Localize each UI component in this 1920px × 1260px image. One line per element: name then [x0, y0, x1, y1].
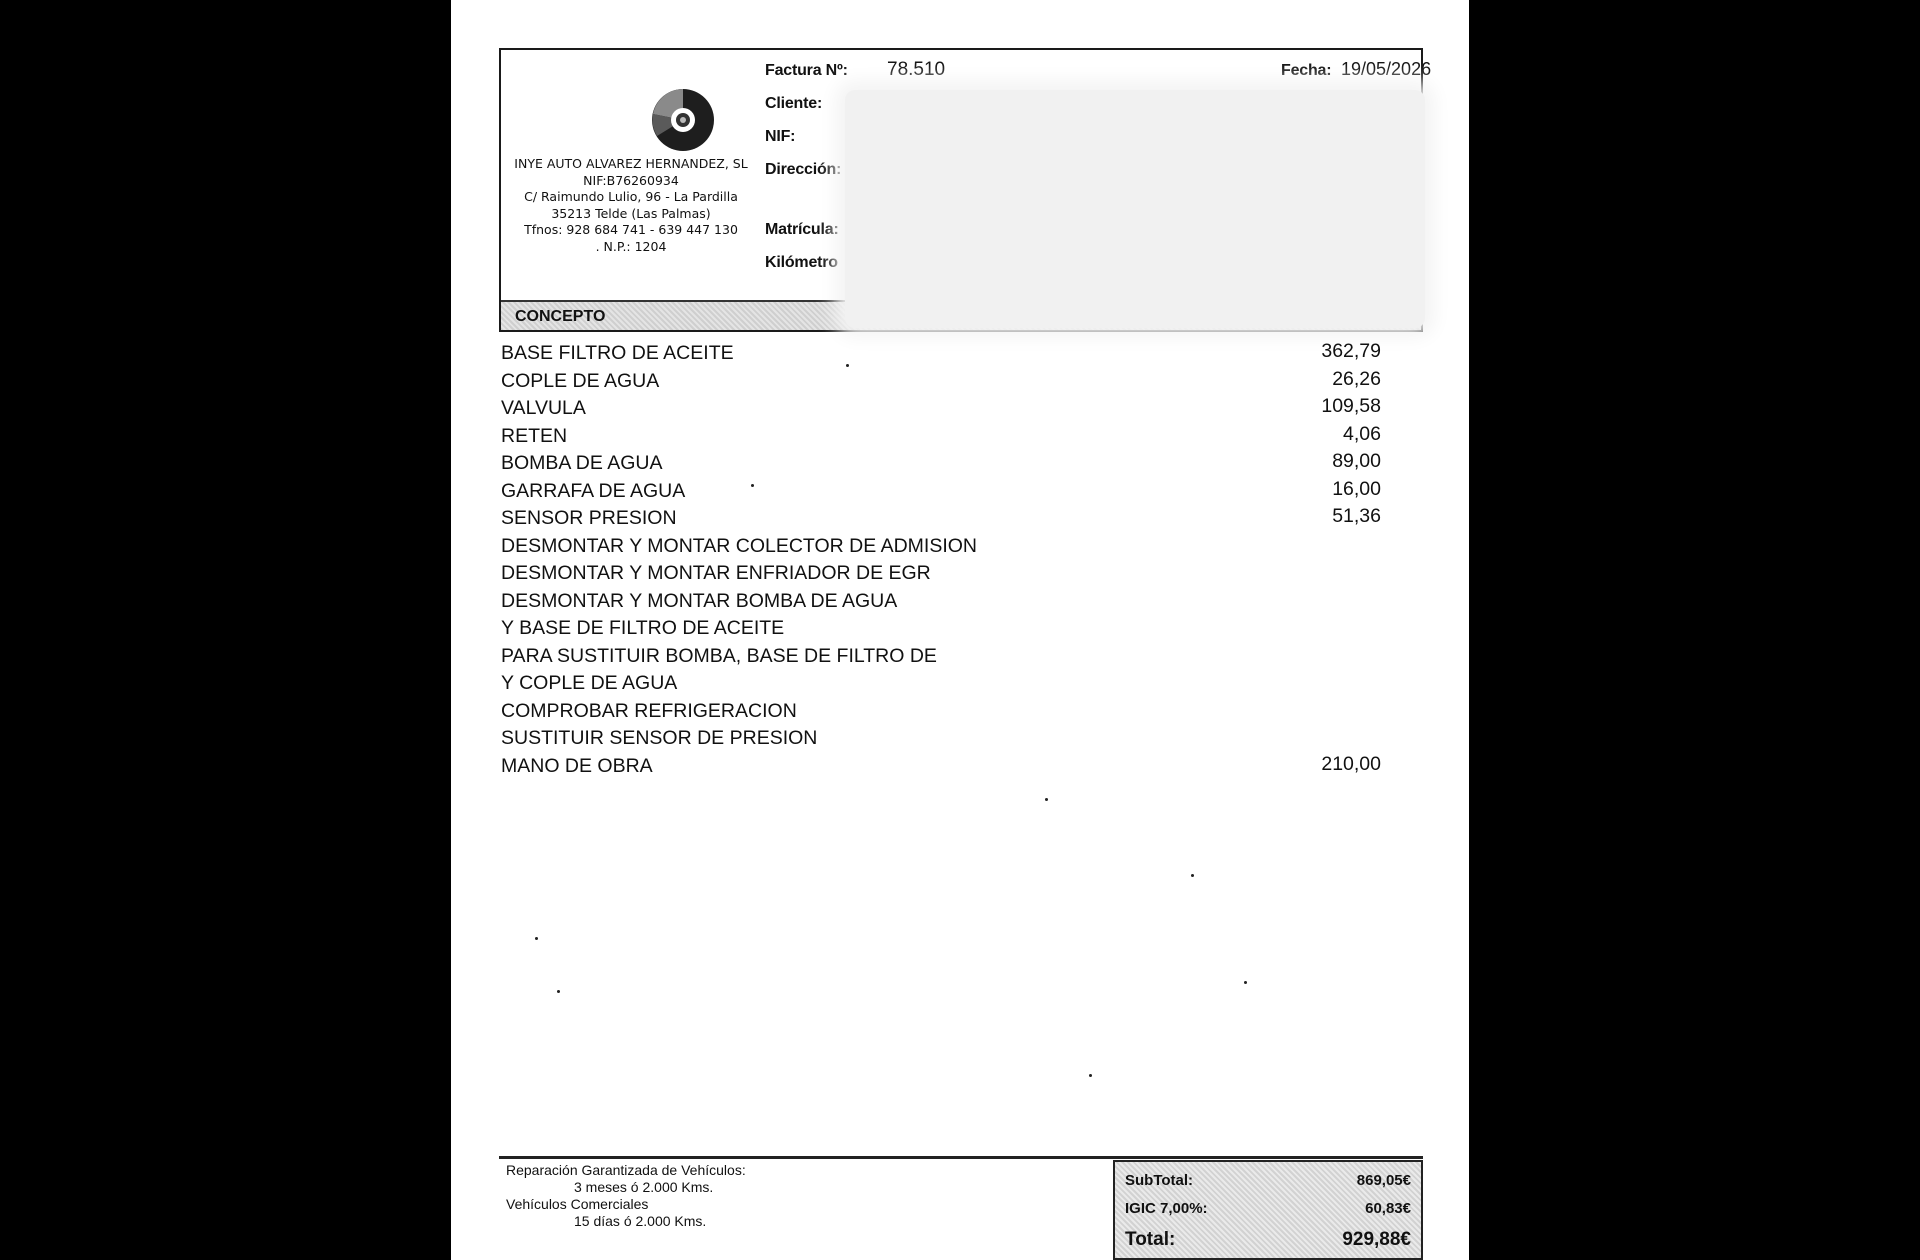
invoice-header [499, 48, 1432, 332]
company-city: 35213 Telde (Las Palmas) [551, 205, 711, 221]
redacted-area [845, 90, 1425, 328]
line-item-description: SUSTITUIR SENSOR DE PRESION [501, 727, 818, 749]
line-item-description: Y BASE DE FILTRO DE ACEITE [501, 617, 785, 639]
company-address: C/ Raimundo Lulio, 96 - La Pardilla [524, 189, 738, 204]
line-item-description: DESMONTAR Y MONTAR COLECTOR DE ADMISION [501, 534, 978, 557]
line-item-description: BASE FILTRO DE ACEITE [501, 342, 734, 364]
line-item [501, 533, 1381, 561]
line-item-description: PARA SUSTITUIR BOMBA, BASE DE FILTRO DE [501, 644, 937, 667]
line-item-description: Y COPLE DE AGUA [501, 672, 678, 694]
line-item [501, 505, 1381, 533]
line-item [501, 423, 1381, 451]
line-item [501, 753, 1381, 781]
line-item [501, 725, 1381, 753]
line-item-description: MANO DE OBRA [501, 754, 653, 777]
cliente-label: Cliente: [765, 95, 823, 112]
concept-label: CONCEPTO [515, 308, 606, 325]
matricula-label: Matrícula: [765, 221, 839, 238]
line-item-amount: 109,58 [1321, 395, 1381, 417]
line-item [501, 560, 1381, 588]
company-nif: NIF:B76260934 [583, 172, 679, 188]
invoice-number-label: Factura Nº: [765, 62, 848, 79]
line-item-description: DESMONTAR Y MONTAR BOMBA DE AGUA [501, 589, 898, 612]
line-item [501, 670, 1381, 698]
warranty-line-3: Vehículos Comerciales [506, 1196, 649, 1212]
line-item-description: RETEN [501, 424, 568, 447]
line-item-description: VALVULA [501, 397, 586, 419]
line-item-amount: 51,36 [1332, 505, 1381, 527]
line-item [501, 340, 1381, 368]
invoice-date: 19/05/2026 [1341, 59, 1432, 79]
company-logo [651, 88, 715, 152]
subtotal-row [1125, 1172, 1411, 1189]
invoice-page [451, 0, 1469, 1260]
line-item [501, 588, 1381, 616]
line-item-amount: 16,00 [1332, 477, 1381, 500]
nif-label: NIF: [765, 128, 796, 145]
company-info [505, 156, 757, 255]
line-item [501, 478, 1381, 506]
totals-box [1113, 1160, 1423, 1260]
subtotal-value: 869,05€ [1356, 1172, 1411, 1189]
company-name: INYE AUTO ALVAREZ HERNANDEZ, SL [514, 156, 748, 171]
footer-divider [499, 1156, 1423, 1159]
total-value: 929,88€ [1342, 1229, 1411, 1250]
total-row [1125, 1229, 1411, 1251]
line-item-amount: 26,26 [1332, 367, 1381, 390]
line-item-description: GARRAFA DE AGUA [501, 479, 686, 502]
direccion-label: Dirección: [765, 161, 842, 178]
company-np: . N.P.: 1204 [595, 238, 667, 254]
line-item [501, 615, 1381, 643]
warranty-line-2: 3 meses ó 2.000 Kms. [574, 1179, 714, 1195]
line-item [501, 643, 1381, 671]
tax-value: 60,83€ [1365, 1200, 1411, 1217]
subtotal-label: SubTotal: [1125, 1172, 1194, 1189]
invoice-date-label: Fecha: [1281, 62, 1332, 79]
line-item-amount: 210,00 [1321, 752, 1381, 775]
line-item [501, 698, 1381, 726]
invoice-number: 78.510 [887, 59, 946, 80]
line-item-description: COPLE DE AGUA [501, 369, 660, 392]
warranty-line-1: Reparación Garantizada de Vehículos: [506, 1162, 746, 1178]
line-item [501, 395, 1381, 423]
line-item-description: BOMBA DE AGUA [501, 452, 663, 474]
line-item-description: COMPROBAR REFRIGERACION [501, 699, 797, 722]
line-item-amount: 89,00 [1332, 450, 1381, 472]
kilometros-label: Kilómetro [765, 254, 838, 271]
line-item-amount: 4,06 [1343, 422, 1381, 445]
total-label: Total: [1125, 1229, 1176, 1250]
line-item-description: DESMONTAR Y MONTAR ENFRIADOR DE EGR [501, 562, 931, 584]
company-phones: Tfnos: 928 684 741 - 639 447 130 [524, 222, 738, 237]
warranty-note [506, 1162, 746, 1230]
line-item [501, 368, 1381, 396]
warranty-line-4: 15 días ó 2.000 Kms. [574, 1213, 707, 1229]
line-item-description: SENSOR PRESION [501, 507, 677, 529]
invoice-items [501, 340, 1381, 780]
tax-label: IGIC 7,00%: [1125, 1200, 1208, 1217]
line-item [501, 450, 1381, 478]
tax-row [1125, 1200, 1411, 1217]
line-item-amount: 362,79 [1321, 340, 1381, 362]
